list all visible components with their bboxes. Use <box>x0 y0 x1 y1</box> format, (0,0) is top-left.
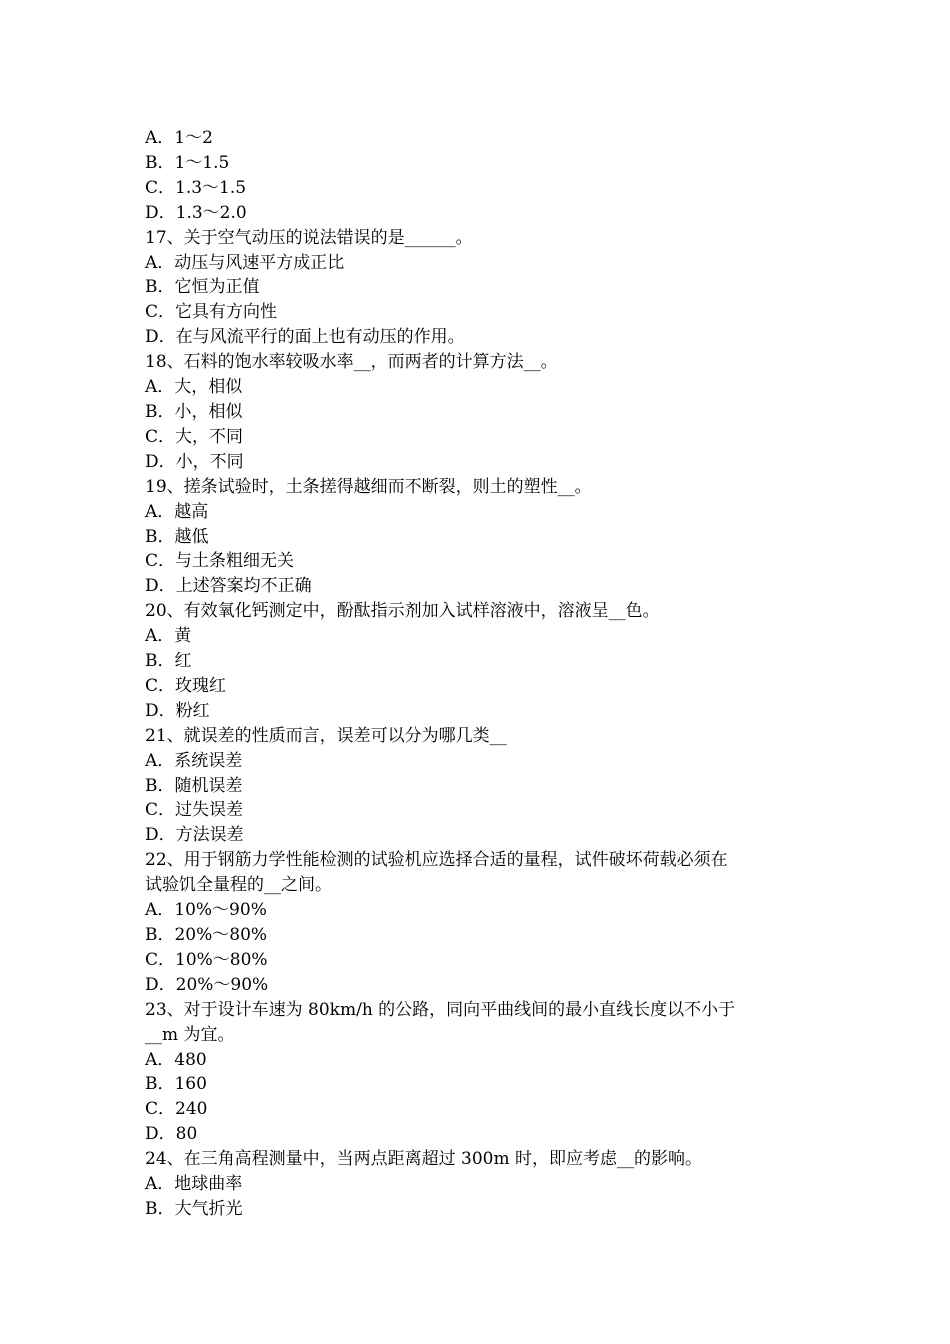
question-19: 19、搓条试验时，土条搓得越细而不断裂，则土的塑性__。 <box>145 476 592 497</box>
option-line: C．1.3～1.5 <box>145 177 247 198</box>
option-line: D．20%～90% <box>145 974 269 995</box>
option-line: C．过失误差 <box>145 800 244 821</box>
document-body <box>145 126 815 1222</box>
option-line: C．玫瑰红 <box>145 675 227 696</box>
option-line: A．1～2 <box>145 128 213 148</box>
question-20: 20、有效氧化钙测定中，酚酞指示剂加入试样溶液中，溶液呈__色。 <box>145 601 660 622</box>
option-line: C．它具有方向性 <box>145 302 278 323</box>
option-line: B．红 <box>145 651 192 672</box>
option-line: B．随机误差 <box>145 775 243 796</box>
option-line: B．160 <box>145 1074 207 1095</box>
option-line: A．越高 <box>145 501 209 522</box>
option-line: A．黄 <box>145 626 192 647</box>
option-line: A．480 <box>145 1049 207 1070</box>
question-18: 18、石料的饱水率较吸水率__，而两者的计算方法__。 <box>145 352 558 373</box>
option-line: A．大，相似 <box>145 377 243 398</box>
option-line: B．它恒为正值 <box>145 277 260 298</box>
question-23-cont: __m 为宜。 <box>145 1024 235 1045</box>
option-line: B．越低 <box>145 526 209 547</box>
option-line: A．10%～90% <box>145 900 267 921</box>
option-line: D．在与风流平行的面上也有动压的作用。 <box>145 327 465 348</box>
option-line: D．80 <box>145 1124 198 1145</box>
question-22: 22、用于钢筋力学性能检测的试验机应选择合适的量程，试件破坏荷载必须在 <box>145 850 728 871</box>
option-line: C．大，不同 <box>145 426 244 447</box>
question-21: 21、就误差的性质而言，误差可以分为哪几类__ <box>145 725 507 746</box>
option-line: A．动压与风速平方成正比 <box>145 252 345 273</box>
option-line: A．地球曲率 <box>145 1174 243 1195</box>
option-line: B．1～1.5 <box>145 152 230 173</box>
option-line: C．240 <box>145 1099 208 1120</box>
option-line: C．10%～80% <box>145 949 268 970</box>
option-line: A．系统误差 <box>145 750 243 771</box>
option-line: D．上述答案均不正确 <box>145 576 312 597</box>
option-line: B．大气折光 <box>145 1198 243 1219</box>
option-line: D．1.3～2.0 <box>145 202 247 223</box>
question-17: 17、关于空气动压的说法错误的是______。 <box>145 227 473 248</box>
option-line: D．小，不同 <box>145 451 244 472</box>
option-line: B．小，相似 <box>145 401 243 422</box>
question-24: 24、在三角高程测量中，当两点距离超过 300m 时，即应考虑__的影响。 <box>145 1149 703 1170</box>
option-line: D．粉红 <box>145 700 210 721</box>
option-line: C．与土条粗细无关 <box>145 551 295 572</box>
question-23: 23、对于设计车速为 80km/h 的公路，同向平曲线间的最小直线长度以不小于 <box>145 999 736 1020</box>
option-line: B．20%～80% <box>145 925 268 945</box>
question-22-cont: 试验饥全量程的__之间。 <box>145 875 332 896</box>
option-line: D．方法误差 <box>145 825 244 846</box>
